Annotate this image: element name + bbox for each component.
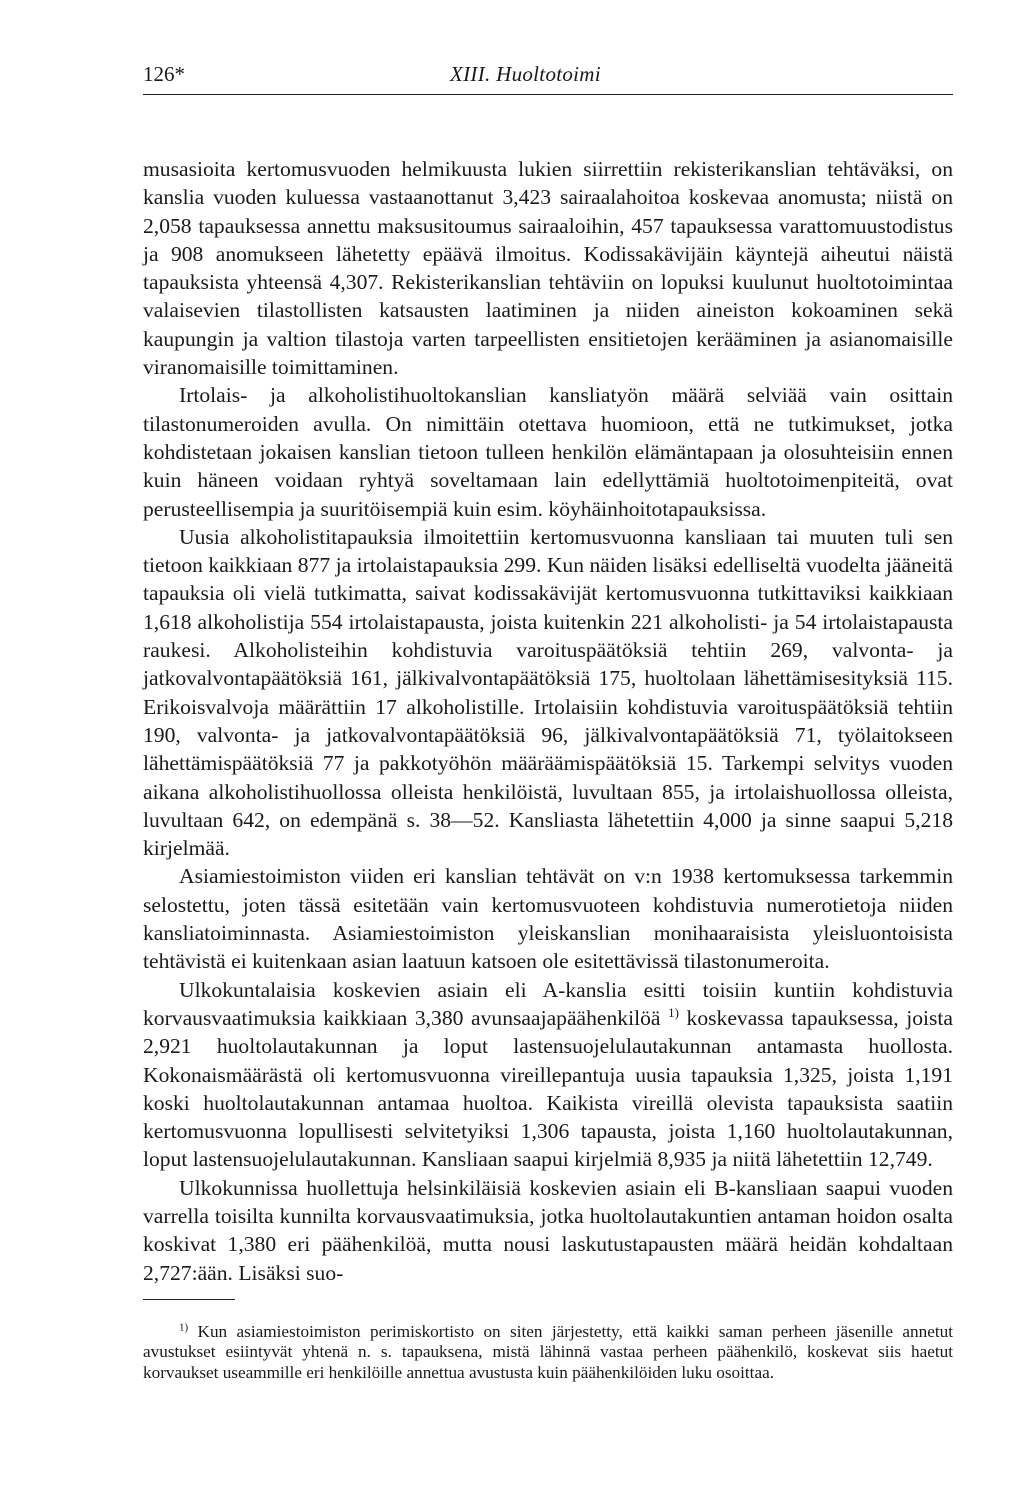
paragraph-a-kanslia-rest: koskevassa tapauksessa, joista 2,921 huoltolautakunnan ja loput lastensuojelulautakunnan antamasta huollosta. Kokonaismäärästä oli kertomusvuonna vireillepantuja uusia tapauksia 1,325, joista 1,191 koski huoltolautakunnan antamaa huoltoa. Kaikista vireillä olevista tapauksista saatiin kertomusvuonna lopullisesti selvitetyiksi 1,306 tapausta, joista 1,160 huoltolautakunnan, loput lastensuojelulautakunnan. Kansliaan saapui kirjelmiä 8,935 ja niitä lähetettiin 12,749. — [143, 1005, 953, 1172]
footnotes — [143, 1322, 953, 1384]
paragraph-rekisterikanslia: musasioita kertomusvuoden helmikuusta lukien siirrettiin rekisterikanslian tehtäväksi, on kanslia vuoden kuluessa vastaanottanut 3,423 sairaalahoitoa koskevaa anomusta; niistä on 2,058 tapauksessa annettu maksusitoumus sairaaloihin, 457 tapauksessa varattomuustodistus ja 908 anomukseen lähetetty epäävä ilmoitus. Kodissakävijäin käyntejä aiheutui näistä tapauksista yhteensä 4,307. Rekisterikanslian tehtäviin on lopuksi kuulunut huoltotoimintaa valaisevien tilastollisten katsausten laatiminen ja niiden aineiston kokoaminen sekä kaupungin ja valtion tilastoja varten tarpeellisten ensitietojen kerääminen ja asianomaisille viranomaisille toimittaminen. — [143, 157, 953, 380]
paragraph-alkoholistitapaukset: Uusia alkoholistitapauksia ilmoitettiin kertomusvuonna kansliaan tai muuten tuli sen tietoon kaikkiaan 877 ja irtolaistapauksia 299. Kun näiden lisäksi edelliseltä vuodelta jääneitä tapauksia oli vielä tutkimatta, saivat kodissakävijät kertomusvuonna tutkittaviksi kaikkiaan 1,618 alkoholistija 554 irtolaistapausta, joista kuitenkin 221 alkoholisti- ja 54 irtolaistapausta raukesi. Alkoholisteihin kohdistuvia varoituspäätöksiä tehtiin 269, valvonta- ja jatkovalvontapäätöksiä 161, jälkivalvontapäätöksiä 175, huoltolaan lähettämisesityksiä 115. Erikoisvalvoja määrättiin 17 alkoholistille. Irtolaisiin kohdistuvia varoituspäätöksiä tehtiin 190, valvonta- ja jatkovalvontapäätöksiä 96, jälkivalvontapäätöksiä 71, työlaitokseen lähettämispäätöksiä 77 ja pakkotyöhön määräämispäätöksiä 15. Tarkempi selvitys vuoden aikana alkoholistihuollossa olleista henkilöistä, luvultaan 855, ja irtolaishuollossa olleista, luvultaan 642, on edempänä s. 38—52. Kansliasta lähetettiin 4,000 ja sinne saapui 5,218 kirjelmää. — [143, 524, 953, 861]
chapter-title: XIII. Huoltotoimi — [450, 62, 601, 86]
footnote-divider — [143, 1299, 235, 1300]
body-text — [143, 155, 953, 1287]
page-number: 126* — [143, 62, 185, 86]
paragraph-asiamiestoimisto: Asiamiestoimiston viiden eri kanslian tehtävät on v:n 1938 kertomuksessa tarkemmin selostettu, joten tässä esitetään vain kertomusvuoteen kohdistuvia numerotietoja niiden kansliatoiminnasta. Asiamiestoimiston yleiskanslian monihaaraisista yleisluontoisista tehtävistä ei kuitenkaan asian laatuun katsoen ole esitettävissä tilastonumeroita. — [143, 864, 953, 974]
footnote-reference: 1) — [668, 1004, 679, 1020]
footnote-text: Kun asiamiestoimiston perimiskortisto on siten järjestetty, että kaikki saman perheen jäsenille annetut avustukset esiintyvät yhtenä n. s. tapauksena, mistä lähinnä vastaa perheen päähenkilö, koskevat siis haetut korvaukset useammille eri henkilöille annettua avustusta kuin päähenkilöiden luku osoittaa. — [143, 1321, 953, 1382]
paragraph-b-kanslia: Ulkokunnissa huollettuja helsinkiläisiä koskevien asiain eli B-kansliaan saapui vuoden varrella toisilta kunnilta korvausvaatimuksia, jotka huoltolautakuntien antaman hoidon osalta koskivat 1,380 eri päähenkilöä, mutta nousi laskutustapausten määrä heidän kohdaltaan 2,727:ään. Lisäksi suo- — [143, 1175, 953, 1285]
header-rule — [143, 94, 953, 95]
paragraph-a-kanslia — [143, 976, 953, 1174]
paragraph-irtolaishuolto-intro: Irtolais- ja alkoholistihuoltokanslian kansliatyön määrä selviää vain osittain tilastonumeroiden avulla. On nimittäin otettava huomioon, että ne tutkimukset, jotka kohdistetaan jokaisen kanslian tietoon tulleen henkilön elämäntapaan ja olosuhteisiin ennen kuin häneen voidaan ryhtyä soveltamaan lain edellyttämiä huoltotoimenpiteitä, ovat perusteellisempia ja suuritöisempiä kuin esim. köyhäinhoitotapauksissa. — [143, 383, 953, 521]
footnote-mark: 1) — [179, 1321, 189, 1334]
running-head — [143, 62, 953, 96]
document-page — [143, 62, 953, 1383]
footnote-1 — [143, 1322, 953, 1384]
paragraph-a-kanslia-start: Ulkokuntalaisia koskevien asiain eli A-kanslia esitti toisiin kuntiin kohdistuvia korvausvaatimuksia kaikkiaan 3,380 avunsaajapäähenkilöä — [143, 977, 953, 1030]
